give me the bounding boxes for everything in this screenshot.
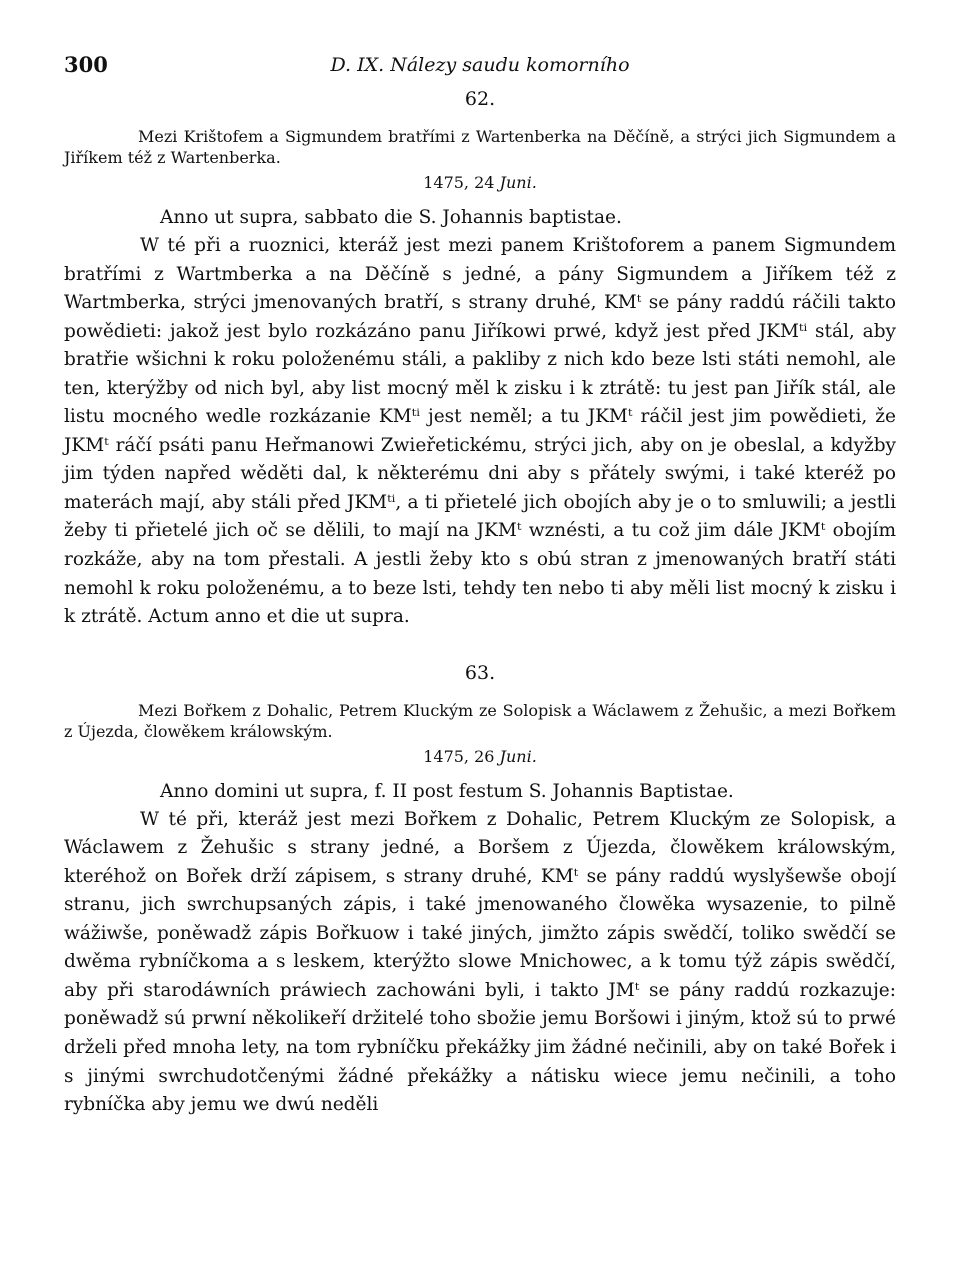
document-summary: Mezi Krištofem a Sigmundem bratřími z Wartenberka na Děčíně, a strýci jich Sigmundem a Jiříkem též z Wartenberka.: [64, 127, 896, 167]
page-number: 300: [64, 52, 108, 77]
document-section-62: [64, 86, 896, 632]
date-year-day: 1475, 24: [423, 173, 495, 192]
document-date: [64, 744, 896, 770]
document-number: 62.: [464, 88, 496, 110]
document-date: [64, 170, 896, 196]
running-head: [64, 52, 896, 86]
date-month: Juni.: [499, 173, 537, 192]
document-section-63: [64, 660, 896, 1120]
date-year-day: 1475, 26: [423, 746, 495, 766]
document-body: W té při a ruoznici, kteráž jest mezi panem Krištoforem a panem Sigmundem bratřími z Wartmberka a na Děčíně s jedné, a pány Sigmundem a Jiříkem též z Wartmberka, strýci jmenovaných bratří, s strany druhé, KMᵗ se pány raddú ráčili takto powědieti: jakož jest bylo rozkázáno panu Jiříkowi prwé, když jest před JKMᵗⁱ stál, aby bratřie wšichni k roku položenému stáli, a pakliby z nich kdo beze lsti státi nemohl, ale ten, kterýžby od nich byl, aby list mocný měl k zisku i k ztrátě: tu jest pan Jiřík stál, ale listu mocného wedle rozkázanie KMᵗⁱ jest neměl; a tu JKMᵗ ráčil jest jim powědieti, že JKMᵗ ráčí psáti panu Heřmanowi Zwieřetickému, strýci jich, aby on je obeslal, a kdyžby jim týden napřed wěděti dal, k některému dni aby s přátely swými, i také kteréž po materách mají, aby stáli před JKMᵗⁱ, a ti přietelé jich obojích aby je o to smluwili; a jestli žeby ti přietelé jich oč se dělili, to mají na JKMᵗ wznésti, a tu což jim dále JKMᵗ obojím rozkáže, aby na tom přestali. A jestli žeby kto s obú stran z jmenowaných bratří státi nemohl k roku položenému, a to beze lsti, tehdy ten nebo ti aby měli list mocný k zisku i k ztrátě. Actum anno et die ut supra.: [64, 235, 896, 628]
document-opening: Anno ut supra, sabbato die S. Johannis baptistae.: [160, 207, 622, 228]
date-month: Juni.: [499, 746, 537, 766]
document-opening: Anno domini ut supra, f. II post festum S. Johannis Baptistae.: [160, 780, 734, 802]
document-summary: Mezi Bořkem z Dohalic, Petrem Kluckým ze Solopisk a Wáclawem z Žehušic, a mezi Bořkem z Újezda, člowěkem králowským.: [64, 700, 896, 741]
header-title: D. IX. Nálezy saudu komorního: [330, 54, 630, 76]
document-number: 63.: [464, 661, 496, 684]
document-body: W té při, kteráž jest mezi Bořkem z Dohalic, Petrem Kluckým ze Solopisk, a Wáclawem z Žehušic s strany jedné, a Boršem z Újezda, člowěkem králowským, kteréhož on Bořek drží zápisem, s strany druhé, KMᵗ se pány raddú wyslyšewše obojí stranu, jich swrchupsaných zápis, i také jmenowaného člowěka wysazenie, to pilně wážiwše, poněwadž zápis Bořkuow i také jiných, jimžto zápis swědčí, toliko swědčí se dwěma rybníčkoma a s leskem, kterýžto slowe Mnichowec, a k tomu týž zápis swědčí, aby při starodáwních práwiech zachowáni byli, i takto JMᵗ se pány raddú rozkazuje: poněwadž sú prwní několikeří držitelé toho sbožie jemu Boršowi i jiným, ktož sú to prwé drželi před mnoha lety, na tom rybníčku překážky jim žádné nečinili, aby on také Bořek i s jinými swrchudotčenými žádné překážky a nátisku wiece jemu nečinili, a toho rybníčka aby jemu we dwú neděli: [64, 808, 896, 1116]
